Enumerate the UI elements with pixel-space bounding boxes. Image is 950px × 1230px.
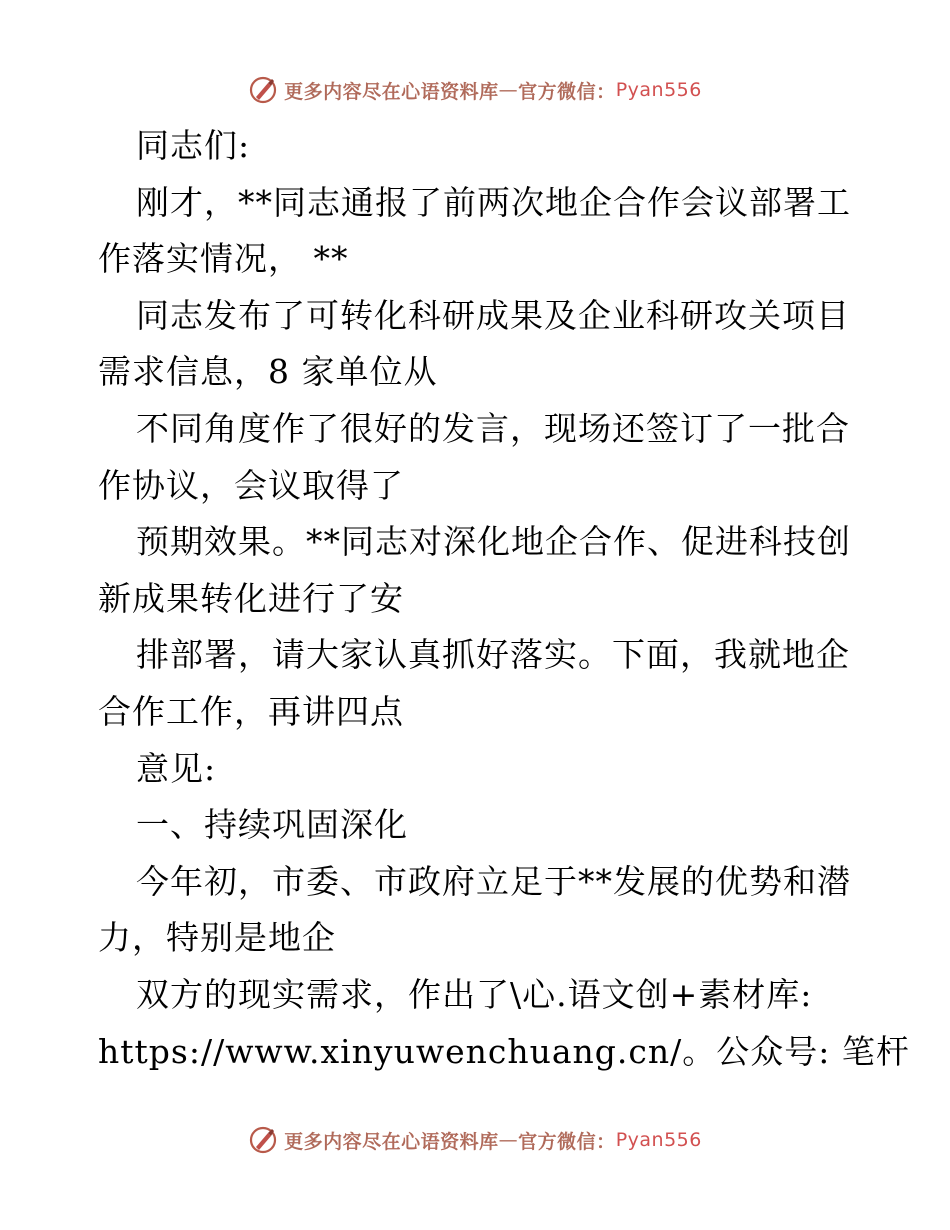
banner-separator: — bbox=[498, 1129, 519, 1151]
text-line: 意见: bbox=[136, 748, 217, 788]
text-line: 力，特别是地企 bbox=[98, 918, 336, 958]
text-line: 同志们: bbox=[136, 126, 251, 165]
text-line: 双方的现实需求，作出了\心.语文创+素材库: bbox=[136, 974, 813, 1014]
text-line: 作协议，会议取得了 bbox=[98, 465, 404, 505]
banner-separator: — bbox=[498, 79, 519, 101]
text-line: 今年初，市委、市政府立足于**发展的优势和潜 bbox=[136, 861, 851, 901]
section-heading: 一、持续巩固深化 bbox=[136, 805, 408, 845]
banner-title: 更多内容尽在心语资料库 bbox=[284, 1130, 499, 1153]
text-line: 需求信息，8 家单位从 bbox=[98, 352, 438, 392]
header-watermark-banner bbox=[0, 70, 950, 110]
text-line: 合作工作，再讲四点 bbox=[98, 691, 404, 731]
banner-contact-label: 官方微信： bbox=[518, 80, 616, 103]
footer-watermark-banner bbox=[0, 1120, 950, 1160]
text-line: 排部署，请大家认真抓好落实。下面，我就地企 bbox=[136, 635, 850, 675]
banner-handle: Pyan556 bbox=[615, 79, 702, 101]
document-body bbox=[98, 118, 910, 1080]
banner-contact-label: 官方微信： bbox=[518, 1130, 616, 1153]
text-line: 不同角度作了很好的发言，现场还签订了一批合 bbox=[136, 408, 850, 448]
banner-title: 更多内容尽在心语资料库 bbox=[284, 80, 499, 103]
text-line: 刚才，**同志通报了前两次地企合作会议部署工 bbox=[136, 182, 851, 222]
text-line: 新成果转化进行了安 bbox=[98, 578, 404, 618]
text-line: 同志发布了可转化科研成果及企业科研攻关项目 bbox=[136, 295, 850, 335]
text-line: 预期效果。**同志对深化地企合作、促进科技创 bbox=[136, 522, 851, 562]
pen-logo-icon bbox=[248, 1125, 278, 1155]
text-line: https://www.xinyuwenchuang.cn/。公众号: 笔杆 bbox=[98, 1031, 910, 1071]
banner-handle: Pyan556 bbox=[615, 1129, 702, 1151]
text-line: 作落实情况， ** bbox=[98, 239, 349, 279]
pen-logo-icon bbox=[248, 75, 278, 105]
